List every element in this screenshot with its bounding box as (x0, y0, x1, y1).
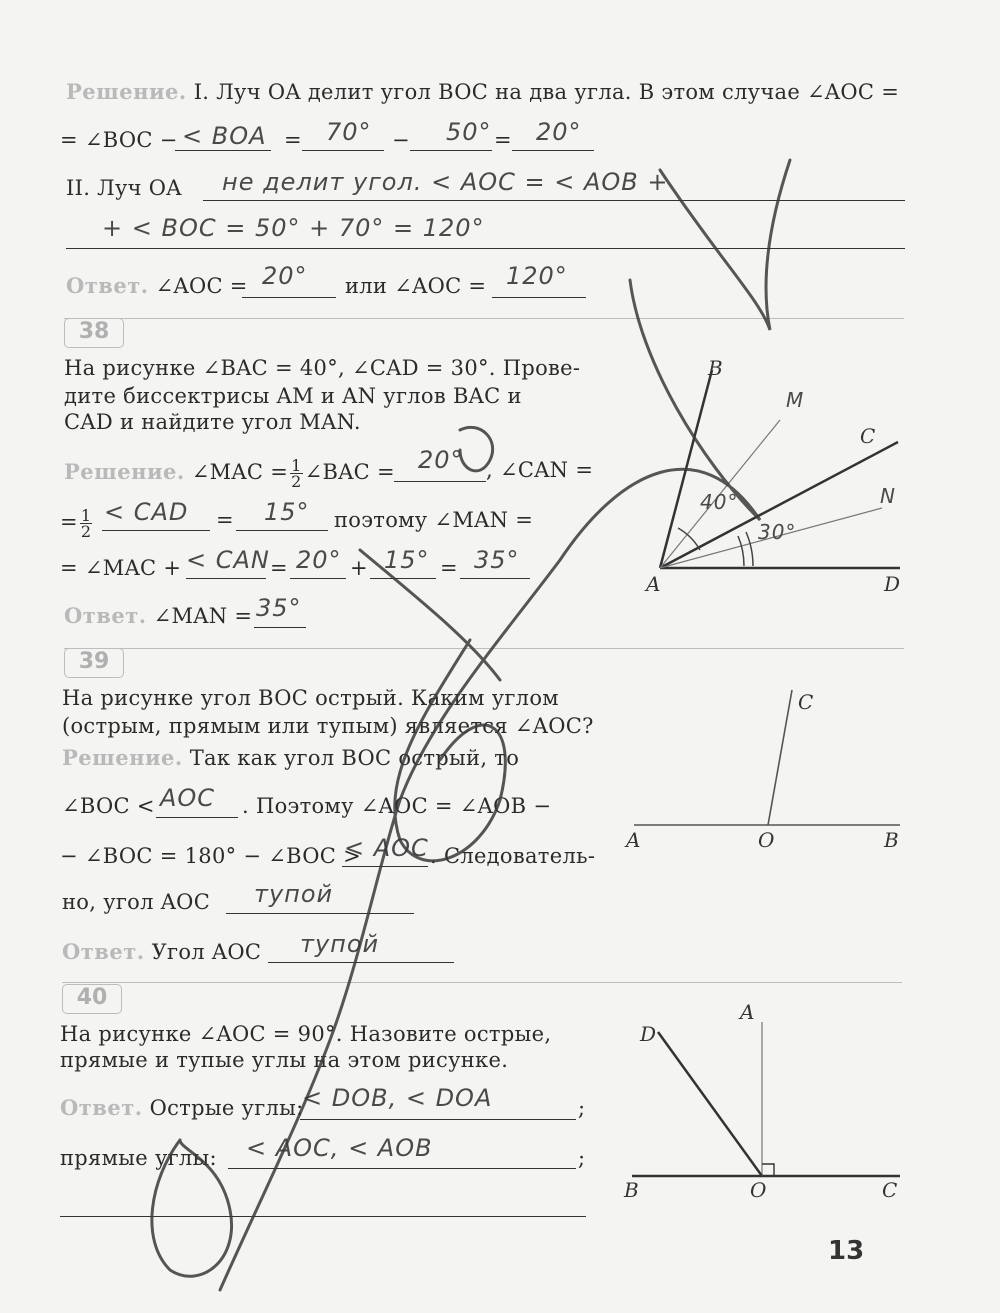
equals-sign: = (440, 556, 458, 580)
figure-label-O: O (750, 1178, 767, 1202)
handwritten-answer: < BOA (182, 122, 267, 150)
sol39-line4-prefix: но, угол AOC (62, 890, 211, 914)
task38-line3: CAD и найдите угол MAN. (64, 410, 361, 434)
sol39-text: . Следователь- (430, 844, 596, 868)
blank-line (102, 530, 210, 531)
handwritten-answer: < AOC (344, 834, 429, 862)
task40-line1: На рисунке ∠AOC = 90°. Назовите острые, (60, 1022, 552, 1046)
fraction-numerator: 1 (291, 456, 302, 475)
sol37-line2-prefix: = ∠BOC − (60, 128, 178, 152)
blank-line (242, 297, 336, 298)
answer-text: ∠AOC = (155, 274, 248, 298)
handwritten-answer: + < BOC = 50° + 70° = 120° (102, 214, 485, 242)
task-number-badge: 40 (62, 984, 122, 1014)
blank-line (492, 297, 586, 298)
answer-label: Ответ. (66, 273, 149, 298)
answer-label: Ответ. (60, 1095, 143, 1120)
fraction-denominator: 2 (291, 472, 302, 491)
figure-label-C: C (798, 690, 814, 714)
section-divider (64, 318, 904, 319)
task-number-badge: 39 (64, 648, 124, 678)
blank-line (460, 578, 530, 579)
answer-text: прямые углы: (60, 1146, 217, 1170)
handwritten-answer: 70° (326, 118, 372, 146)
figure-label-A: A (626, 828, 641, 852)
task39-line2: (острым, прямым или тупым) является ∠AOC? (62, 714, 594, 738)
handwritten-answer: < DOB, < DOA (302, 1084, 493, 1112)
handwritten-answer: 35° (256, 594, 302, 622)
blank-line (226, 913, 414, 914)
blank-line (410, 150, 492, 151)
sol38-line2-prefix (60, 508, 94, 539)
sol37-line1-text: I. Луч OA делит угол BOC на два угла. В этом случае ∠AOC = (193, 80, 900, 104)
blank-line (254, 627, 306, 628)
figure-38-angles (620, 340, 920, 600)
equals-sign: = (216, 508, 234, 532)
blank-line (156, 817, 238, 818)
handwritten-answer: 35° (474, 546, 520, 574)
blank-line (175, 150, 271, 151)
plus-sign: + (350, 556, 368, 580)
handwritten-answer: 20° (536, 118, 582, 146)
task40-line2: прямые и тупые углы на этом рисунке. (60, 1048, 509, 1072)
blank-line (236, 530, 328, 531)
blank-line (300, 1119, 576, 1120)
figure-label-A: A (740, 1000, 755, 1024)
answer-or: или ∠AOC = (345, 274, 487, 298)
solution-label: Решение. (64, 459, 185, 484)
handwritten-answer: тупой (300, 930, 380, 958)
sol39-line2-prefix: ∠BOC < (62, 794, 155, 818)
blank-line (342, 866, 428, 867)
sol37-line3-prefix: II. Луч OA (66, 176, 182, 200)
figure-40-angles (620, 1000, 910, 1190)
section-divider (64, 648, 904, 649)
task38-line1: На рисунке ∠BAC = 40°, ∠CAD = 30°. Прове- (64, 356, 581, 380)
sol38-line1 (64, 458, 395, 489)
equals-sign: = (494, 128, 512, 152)
fraction-half (80, 508, 92, 539)
sol38-text: ∠BAC = (304, 460, 395, 484)
ans39 (62, 940, 261, 964)
sol39-line3-prefix: − ∠BOC = 180° − ∠BOC > (60, 844, 362, 868)
blank-line (394, 481, 486, 482)
handwritten-answer: 20° (418, 446, 464, 474)
figure-label-A: A (646, 572, 661, 596)
solution-label: Решение. (66, 79, 187, 104)
figure-angle-30: 30° (758, 520, 797, 544)
figure-label-B: B (884, 828, 899, 852)
section-divider (62, 982, 902, 983)
figure-angle-40: 40° (700, 490, 739, 514)
figure-label-D: D (884, 572, 901, 596)
equals-sign: = (284, 128, 302, 152)
blank-line (66, 248, 905, 249)
ans40-line1 (60, 1096, 304, 1120)
handwritten-answer: 120° (506, 262, 568, 290)
handwritten-answer: < CAN (186, 546, 270, 574)
figure-label-O: O (758, 828, 775, 852)
semicolon: ; (578, 1096, 586, 1120)
fraction-numerator: 1 (80, 506, 92, 525)
equals-sign: = (270, 556, 288, 580)
blank-line (512, 150, 594, 151)
ans38 (64, 604, 252, 628)
sol38-text: поэтому ∠MAN = (334, 508, 534, 532)
handwritten-answer: AOC (160, 784, 216, 812)
handwritten-answer: 50° (446, 118, 492, 146)
answer-label: Ответ. (62, 939, 145, 964)
figure-label-M: M (786, 388, 805, 412)
blank-line (203, 200, 905, 201)
sol37-line2 (60, 128, 178, 152)
figure-label-B: B (624, 1178, 639, 1202)
handwritten-answer: 20° (262, 262, 308, 290)
solution-label: Решение. (62, 745, 183, 770)
handwritten-answer: < AOC, < AOB (246, 1134, 433, 1162)
answer-text: Острые углы: (149, 1096, 304, 1120)
task38-line2: дите биссектрисы AM и AN углов BAC и (64, 384, 522, 408)
sol39-text: . Поэтому ∠AOC = ∠AOB − (242, 794, 552, 818)
blank-line (268, 962, 454, 963)
handwritten-answer: тупой (254, 880, 334, 908)
blank-line (290, 578, 346, 579)
figure-label-C: C (860, 424, 876, 448)
figure-39-angles (620, 680, 910, 840)
sol39-text: Так как угол BOC острый, то (189, 746, 520, 770)
blank-line (60, 1216, 586, 1217)
figure-label-D: D (640, 1022, 657, 1046)
figure-label-C: C (882, 1178, 898, 1202)
page-number: 13 (828, 1236, 865, 1266)
sol39-line1 (62, 746, 519, 770)
blank-line (186, 578, 266, 579)
answer-label: Ответ. (64, 603, 147, 628)
equals-sign: = (60, 510, 78, 534)
figure-label-B: B (708, 356, 723, 380)
answer-text: ∠MAN = (153, 604, 253, 628)
handwritten-answer: 15° (264, 498, 310, 526)
sol38-text: , ∠CAN = (486, 458, 594, 482)
blank-line (370, 578, 436, 579)
task-number-badge: 38 (64, 318, 124, 348)
task39-line1: На рисунке угол BOC острый. Каким углом (62, 686, 559, 710)
blank-line (228, 1168, 576, 1169)
handwritten-answer: 15° (384, 546, 430, 574)
fraction-half (290, 458, 302, 489)
sol38-line3-prefix: = ∠MAC + (60, 556, 182, 580)
ans37 (66, 274, 248, 298)
blank-line (302, 150, 384, 151)
minus-sign: − (392, 128, 410, 152)
handwritten-answer: < CAD (104, 498, 189, 526)
fraction-denominator: 2 (80, 522, 92, 541)
sol38-text: ∠MAC = (191, 460, 289, 484)
sol37-line1 (66, 80, 899, 104)
figure-label-N: N (880, 484, 896, 508)
handwritten-answer: не делит угол. < AOC = < AOB + (222, 168, 669, 196)
semicolon: ; (578, 1146, 586, 1170)
answer-text: Угол AOC (151, 940, 262, 964)
handwritten-answer: 20° (296, 546, 342, 574)
